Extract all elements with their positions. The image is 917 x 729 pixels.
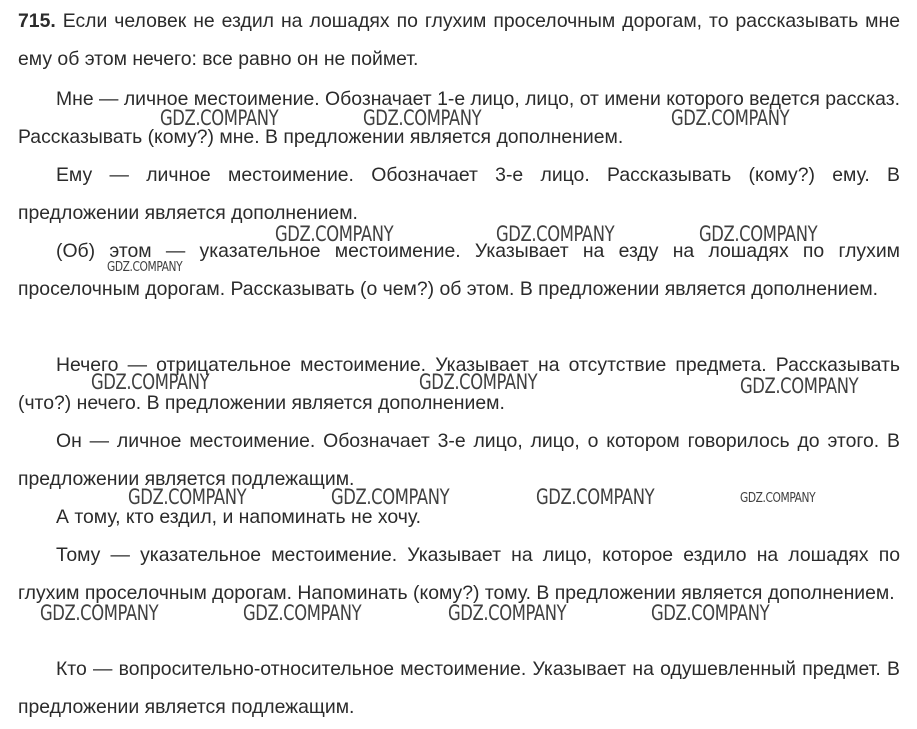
paragraph-emu: Ему — личное местоимение. Обозначает 3-е лицо. Рассказывать (кому?) ему. В предложении является дополнением. <box>18 164 900 224</box>
watermark: GDZ.COMPANY <box>651 601 770 625</box>
watermark: GDZ.COMPANY <box>699 222 818 246</box>
exercise-prompt <box>18 2 900 78</box>
paragraph-on: Он — личное местоимение. Обозначает 3-е лицо, лицо, о котором говорилось до этого. В предложении является подлежащим. <box>18 430 900 490</box>
paragraph-kto: Кто — вопросительно-относительное местоимение. Указывает на одушевленный предмет. В предложении является подлежащим. <box>18 658 900 718</box>
watermark: GDZ.COMPANY <box>363 106 482 130</box>
watermark: GDZ.COMPANY <box>107 260 183 275</box>
watermark: GDZ.COMPANY <box>160 106 279 130</box>
paragraph-ob-etom: (Об) этом — указательное местоимение. Указывает на езду на лошадях по глухим проселочным дорогам. Рассказывать (о чем?) об этом. В предложении является дополнением. <box>18 240 900 300</box>
paragraph-nechego: Нечего — отрицательное местоимение. Указывает на отсутствие предмета. Рассказывать (что?) нечего. В предложении является дополнением. <box>18 354 900 414</box>
watermark: GDZ.COMPANY <box>448 601 567 625</box>
watermark: GDZ.COMPANY <box>275 222 394 246</box>
paragraph-tomu: Тому — указательное местоимение. Указывает на лицо, которое ездило на лошадях по глухим проселочным дорогам. Напоминать (кому?) тому. В предложении является дополнением. <box>18 544 900 604</box>
watermark: GDZ.COMPANY <box>128 485 247 509</box>
exercise-text: Если человек не ездил на лошадях по глухим проселочным дорогам, то рассказывать мне ему об этом нечего: все равно он не поймет. <box>18 10 900 70</box>
watermark: GDZ.COMPANY <box>740 491 816 506</box>
paragraph-sentence-2: А тому, кто ездил, и напоминать не хочу. <box>56 506 421 528</box>
exercise-number: 715. <box>18 10 56 32</box>
watermark: GDZ.COMPANY <box>496 222 615 246</box>
watermark: GDZ.COMPANY <box>40 601 159 625</box>
watermark: GDZ.COMPANY <box>331 485 450 509</box>
watermark: GDZ.COMPANY <box>671 106 790 130</box>
watermark: GDZ.COMPANY <box>243 601 362 625</box>
paragraph-mne: Мне — личное местоимение. Обозначает 1-е лицо, лицо, от имени которого ведется рассказ. Рассказывать (кому?) мне. В предложении является дополнением. <box>18 88 900 148</box>
watermark: GDZ.COMPANY <box>91 370 210 394</box>
watermark: GDZ.COMPANY <box>536 485 655 509</box>
watermark: GDZ.COMPANY <box>419 370 538 394</box>
watermark: GDZ.COMPANY <box>740 374 859 398</box>
